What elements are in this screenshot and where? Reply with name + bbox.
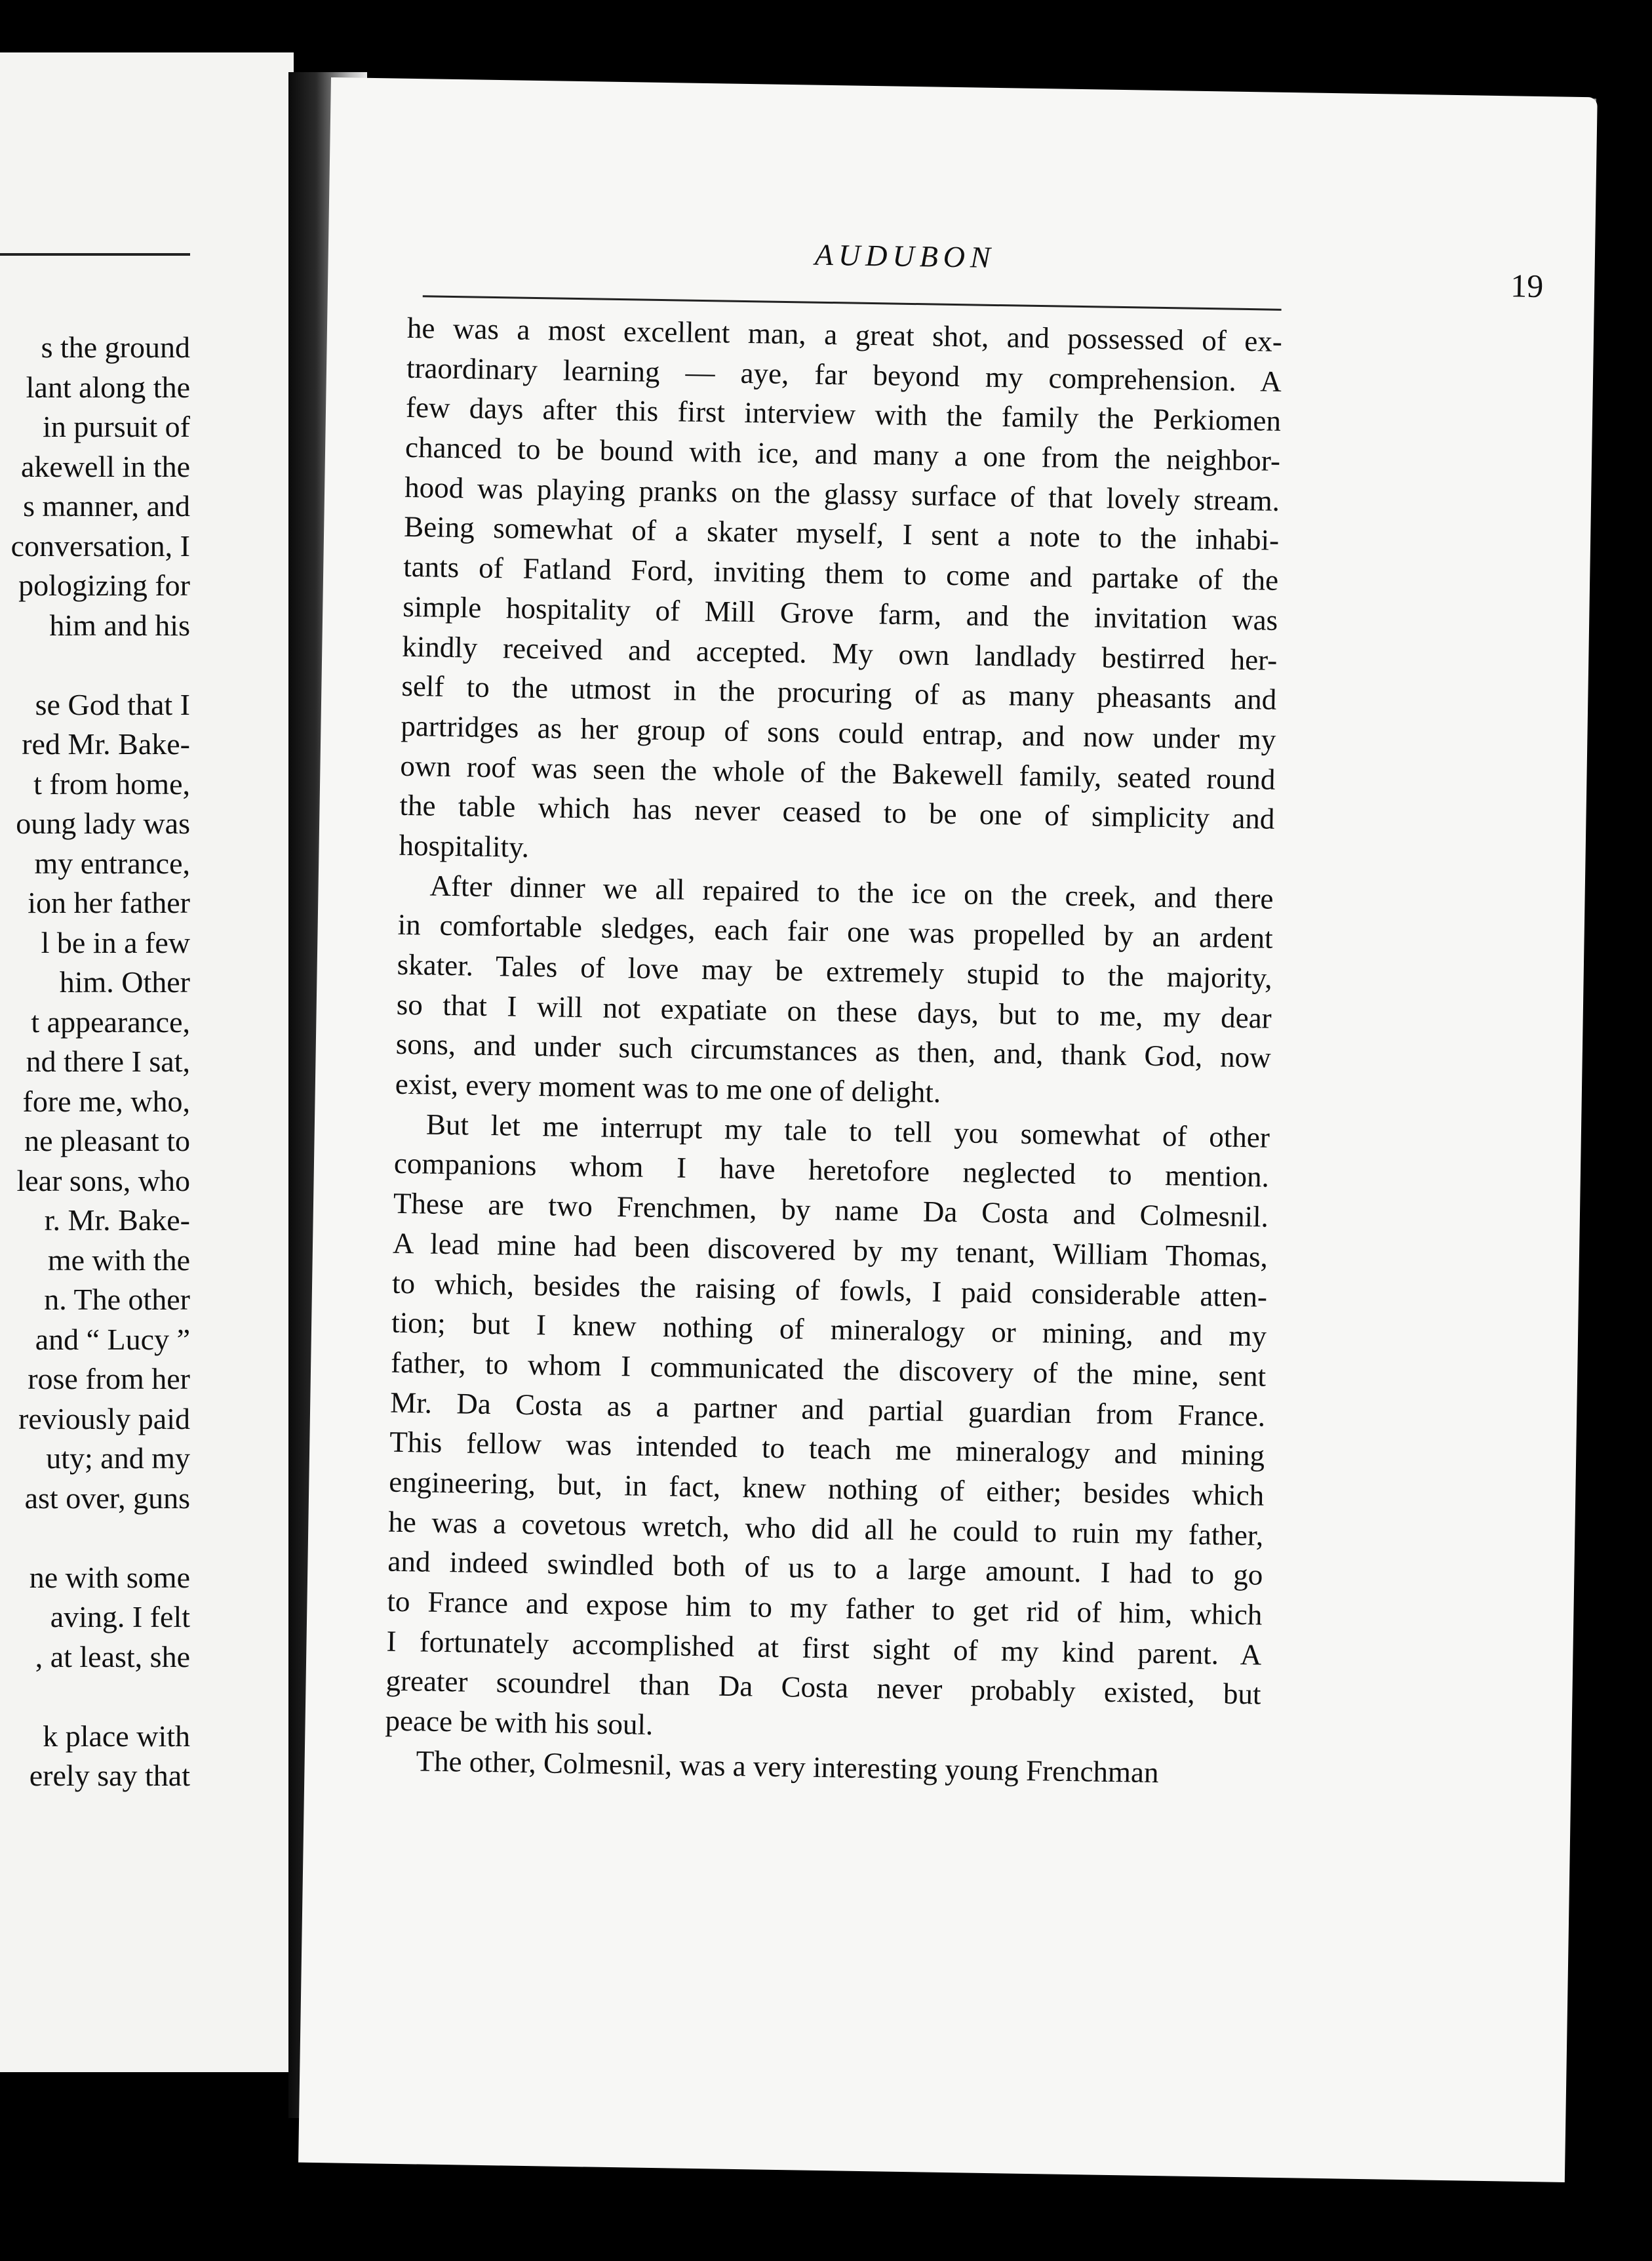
text-line: to France and expose him to my father to get rid of him, which (387, 1584, 1263, 1631)
left-page-line: him and his (49, 608, 190, 642)
left-page-line: l be in a few (41, 925, 190, 959)
page-number: 19 (1510, 267, 1544, 305)
text-line: Being somewhat of a skater myself, I sent a note to the inhabi- (403, 510, 1280, 557)
text-line: peace be with his soul. (385, 1704, 654, 1742)
text-line: skater. Tales of love may be extremely stupid to the majority, (397, 948, 1272, 995)
left-page-line: ne pleasant to (24, 1124, 190, 1157)
left-page-line: conversation, I (10, 529, 190, 563)
left-page-line: t appearance, (31, 1005, 190, 1039)
left-page-line: and “ Lucy ” (35, 1322, 190, 1356)
paragraph (399, 308, 1282, 879)
text-line: kindly received and accepted. My own landlady bestirred her- (401, 630, 1278, 677)
header-rule (423, 295, 1282, 311)
left-page-line: red Mr. Bake- (22, 727, 190, 761)
text-line: and indeed swindled both of us to a large amount. I had to go (387, 1544, 1263, 1591)
body-text (384, 308, 1282, 1794)
text-line: After dinner we all repaired to the ice on the creek, and there (429, 869, 1274, 915)
text-line: traordinary learning — aye, far beyond my comprehension. A (406, 351, 1282, 398)
text-line: A lead mine had been discovered by my tenant, William Thomas, (392, 1226, 1268, 1273)
text-line: But let me interrupt my tale to tell you somewhat of other (425, 1108, 1270, 1154)
text-line: self to the utmost in the procuring of as many pheasants and (401, 669, 1277, 716)
left-header-rule (0, 253, 190, 256)
left-page-line: ion her father (28, 886, 190, 919)
left-page-line: se God that I (35, 687, 190, 721)
text-line: These are two Frenchmen, by name Da Costa and Colmesnil. (393, 1186, 1269, 1233)
left-page-line: k place with (43, 1719, 190, 1753)
text-line: own roof was seen the whole of the Bakewell family, seated round (400, 749, 1276, 796)
left-page-line: ast over, guns (24, 1481, 190, 1515)
text-line: to which, besides the raising of fowls, I paid considerable atten- (391, 1266, 1268, 1313)
text-line: exist, every moment was to me one of delight. (395, 1067, 941, 1109)
left-page-line: lear sons, who (16, 1163, 190, 1197)
text-line: This fellow was intended to teach me mineralogy and mining (389, 1425, 1265, 1472)
left-page-line: aving. I felt (50, 1600, 190, 1633)
left-page-line: nd there I sat, (26, 1045, 190, 1078)
text-line: tion; but I knew nothing of mineralogy or mining, and my (391, 1306, 1267, 1353)
left-facing-page (0, 52, 294, 2072)
text-line: sons, and under such circumstances as then, and, thank God, now (395, 1028, 1272, 1075)
paragraph (385, 1104, 1270, 1754)
left-page-line: r. Mr. Bake- (44, 1203, 190, 1237)
left-page-line: t from home, (33, 767, 190, 801)
left-page-line: erely say that (29, 1759, 190, 1792)
text-line: The other, Colmesnil, was a very interesting young Frenchman (416, 1744, 1159, 1789)
left-page-line: me with the (47, 1243, 190, 1277)
text-line: hood was playing pranks on the glassy surface of that lovely stream. (404, 470, 1280, 517)
left-page-line: my entrance, (34, 846, 190, 880)
text-line: father, to whom I communicated the discovery of the mine, sent (390, 1346, 1267, 1393)
text-line: I fortunately accomplished at first sight of my kind parent. A (386, 1624, 1262, 1671)
left-page-line: akewell in the (20, 449, 190, 483)
left-page-line: , at least, she (35, 1639, 190, 1673)
left-page-line: rose from her (28, 1362, 190, 1395)
running-head: AUDUBON (814, 237, 996, 274)
text-line: chanced to be bound with ice, and many a one from the neighbor- (404, 430, 1281, 477)
text-line: partridges as her group of sons could entrap, and now under my (401, 709, 1276, 756)
text-line: companions whom I have heretofore neglected to mention. (393, 1147, 1270, 1194)
left-page-line: oung lady was (16, 807, 190, 840)
text-line: he was a covetous wretch, who did all he could to ruin my father, (388, 1505, 1264, 1552)
text-line: greater scoundrel than Da Costa never probably existed, but (385, 1664, 1261, 1711)
text-line: Mr. Da Costa as a partner and partial guardian from France. (389, 1386, 1266, 1433)
left-page-line: n. The other (44, 1283, 190, 1316)
right-page (298, 77, 1598, 2182)
left-page-line: ne with some (29, 1560, 190, 1594)
text-line: engineering, but, in fact, knew nothing of either; besides which (388, 1465, 1265, 1512)
text-line: tants of Fatland Ford, inviting them to come and partake of the (403, 550, 1279, 597)
left-page-line: in pursuit of (43, 410, 190, 443)
left-page-line: fore me, who, (22, 1084, 190, 1118)
left-page-line: s manner, and (23, 489, 190, 523)
paragraph (395, 865, 1274, 1117)
text-line: so that I will not expatiate on these days, but to me, my dear (396, 988, 1272, 1035)
left-page-line: pologizing for (18, 569, 190, 602)
text-line: the table which has never ceased to be one of simplicity and (399, 789, 1275, 835)
left-page-line: lant along the (26, 370, 190, 404)
left-page-line: reviously paid (18, 1401, 190, 1435)
left-page-line: him. Other (59, 965, 190, 999)
left-page-line: uty; and my (46, 1441, 190, 1475)
text-line: few days after this first interview with the family the Perkiomen (405, 391, 1282, 438)
text-line: in comfortable sledges, each fair one was propelled by an ardent (397, 908, 1273, 955)
left-page-line: s the ground (41, 330, 190, 364)
text-line: hospitality. (399, 828, 530, 864)
text-line: he was a most excellent man, a great shot, and possessed of ex- (406, 311, 1283, 358)
text-line: simple hospitality of Mill Grove farm, and the invitation was (402, 590, 1278, 637)
